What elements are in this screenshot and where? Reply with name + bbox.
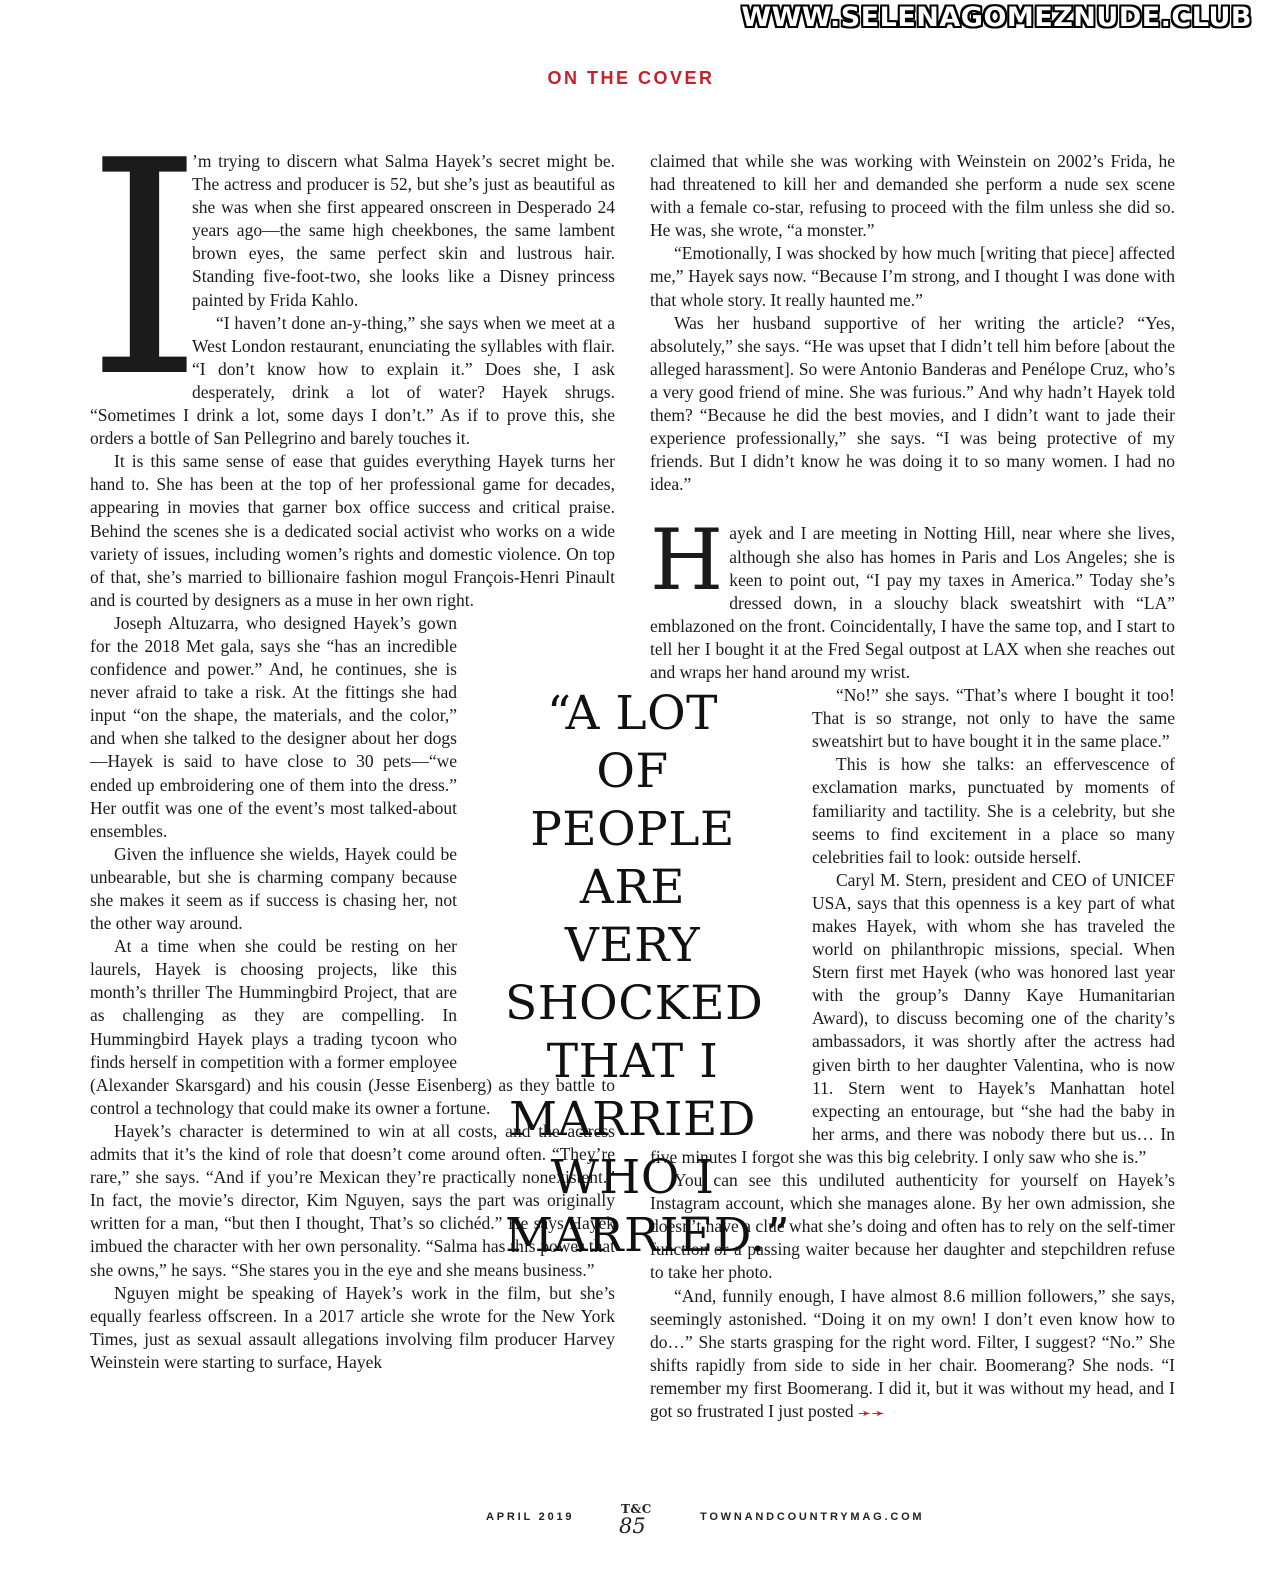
- paragraph: Caryl M. Stern, president and CEO of UNICEF USA, says that this openness is a key part of what makes Hayek, with whom she has traveled the world on philanthropic missions, special. When Stern first met Hayek (who was honored last year with the group’s Danny Kaye Humanitarian Award), to discuss becoming one of the charity’s ambassadors, it was shortly after the actress had given birth to her daughter Valentina, who is now 11. Stern went to Hayek’s Manhattan hotel expecting an entourage, but “she had the baby in her arms, and there was nobody there but us… In five minutes I forgot she was this big celebrity. I only saw who she is.”: [650, 869, 1175, 1167]
- paragraph: You can see this undiluted authenticity for yourself on Hayek’s Instagram account, which she manages alone. By her own admission, she doesn’t have a clue what she’s doing and often has to rely on the self-timer function or a passing waiter because her daughter and stepchildren refuse to take her photo.: [650, 1170, 1175, 1283]
- continue-arrow-icon: ➛➛: [858, 1403, 885, 1423]
- paragraph: “No!” she says. “That’s where I bought it too! That is so strange, not only to have the same sweatshirt but to have bought it in the same place.”: [812, 685, 1175, 752]
- magazine-logo: T&C: [621, 1502, 652, 1516]
- paragraph: Hayek’s character is determined to win at all costs, and the actress admits that it’s the kind of role that doesn’t come around often. “They’re rare,” she says. “And if you’re Mexican they’re practically nonexistent.” In fact, the movie’s director, Kim Nguyen, says the part was originally written for a man, “but then I thought, That’s so clichéd.” He says Hayek imbued the character with her own personality. “Salma has this power that she owns,” he says. “She stares you in the eye and she means business.”: [90, 1120, 615, 1280]
- paragraph: This is how she talks: an effervescence of exclamation marks, punctuated by moments of familiarity and tactility. She is a celebrity, but she seems to find excitement in a place so many celebrities fail to look: outside herself.: [812, 754, 1175, 867]
- pull-quote: “A LOT OF PEOPLE ARE VERY SHOCKED THAT I MARRIED WHO I MARRIED.”: [505, 686, 791, 1263]
- drop-cap-i: I: [86, 97, 203, 442]
- paragraph: “Emotionally, I was shocked by how much [writing that piece] affected me,” Hayek says now. “Because I’m strong, and I thought I was done with that whole story. It really haunted me.”: [650, 243, 1175, 310]
- paragraph: [650, 511, 1175, 684]
- section-label: ON THE COVER: [547, 68, 715, 88]
- paragraph: It is this same sense of ease that guides everything Hayek turns her hand to. She has been at the top of her professional game for decades, appearing in movies that garner box office success and critical praise. Behind the scenes she is a dedicated social activist who works on a wide variety of issues, including women’s rights and domestic violence. On top of that, she’s married to billionaire fashion mogul François-Henri Pinault and is courted by designers as a muse in her own right.: [90, 451, 615, 610]
- paragraph: Joseph Altuzarra, who designed Hayek’s gown for the 2018 Met gala, says she “has an incredible confidence and power.” And, he continues, she is never afraid to take a risk. At the fittings she had input “on the shape, the materials, and the color,” and when she talked to the designer about her dogs—Hayek is said to have close to 30 pets—“we ended up embroidering one of them into the dress.” Her outfit was one of the event’s most talked-about ensembles.: [90, 612, 457, 841]
- paragraph: Given the influence she wields, Hayek could be unbearable, but she is charming company because she makes it seem as if success is chasing her, not the other way around.: [90, 843, 457, 934]
- watermark: WWW.SELENAGOMEZNUDE.CLUB: [741, 2, 1252, 33]
- paragraph: Was her husband supportive of her writing the article? “Yes, absolutely,” she says. “He was upset that I didn’t tell him before [about the alleged harassment]. So were Antonio Banderas and Penélope Cruz, who’s a very good friend of mine. She was furious.” And why hadn’t Hayek told them? “Because he did the best movies, and I didn’t want to jade their experience professionally,” she says. “I was being protective of my friends. But I didn’t know he was doing it to so many women. I had no idea.”: [650, 312, 1175, 495]
- drop-cap-h: H: [650, 511, 724, 610]
- paragraph: At a time when she could be resting on her laurels, Hayek is choosing projects, like this month’s thriller The Hummingbird Project, that are as challenging as they are compelling. In Hummingbird Hayek plays a trading tycoon who finds herself in competition with a former employee (Alexander Skarsgard) and his cousin (Jesse Eisenberg) as they battle to control a technology that could make its owner a fortune.: [90, 936, 615, 1118]
- issue-date: APRIL 2019: [486, 1511, 575, 1523]
- paragraph: claimed that while she was working with Weinstein on 2002’s Frida, he had threatened to kill her and demanded she perform a nude sex scene with a female co-star, refusing to proceed with the film unless she did so. He was, she wrote, “a monster.”: [650, 151, 1175, 241]
- paragraph-text: ayek and I are meeting in Notting Hill, near where she lives, although she also has homes in Paris and Los Angeles; she is keen to point out, “I pay my taxes in America.” Today she’s dressed down, in a slouchy black sweatshirt with “LA” emblazoned on the front. Coincidentally, I have the same top, and I start to tell her I bought it at the Fred Segal outpost at LAX when she reaches out and wraps her hand around my wrist.: [650, 523, 1175, 682]
- paragraph: ’m trying to discern what Salma Hayek’s secret might be. The actress and producer is 52, but she’s just as beautiful as she was when she first appeared onscreen in Desperado 24 years ago—the same high cheekbones, the same lambent brown eyes, the same perfect skin and lustrous hair. Standing five-foot-two, she looks like a Disney princess painted by Frida Kahlo.: [192, 151, 615, 310]
- paragraph-text: “And, funnily enough, I have almost 8.6 million followers,” she says, seemingly astonished. “Doing it on my own! I don’t even know how to do…” She starts grasping for the right word. Filter, I suggest? “No.” She shifts rapidly from side to side in her chair. Boomerang? She nods. “I remember my first Boomerang. I did it, but it was without my head, and I got so frustrated I just posted: [650, 1285, 1175, 1421]
- paragraph: Nguyen might be speaking of Hayek’s work in the film, but she’s equally fearless offscreen. In a 2017 article she wrote for the New York Times, just as sexual assault allegations involving film producer Harvey Weinstein were starting to surface, Hayek: [90, 1282, 615, 1372]
- paragraph: “I haven’t done an-y-thing,” she says when we meet at a West London restaurant, enunciating the syllables with flair. “I don’t know how to explain it.” Does she, I ask desperately, drink a lot of water? Hayek shrugs. “Sometimes I drink a lot, some days I don’t.” As if to prove this, she orders a bottle of San Pellegrino and barely touches it.: [90, 312, 615, 449]
- website-link[interactable]: TOWNANDCOUNTRYMAG.COM: [700, 1511, 925, 1523]
- paragraph: [650, 1285, 1175, 1425]
- page-number: 85: [619, 1514, 646, 1538]
